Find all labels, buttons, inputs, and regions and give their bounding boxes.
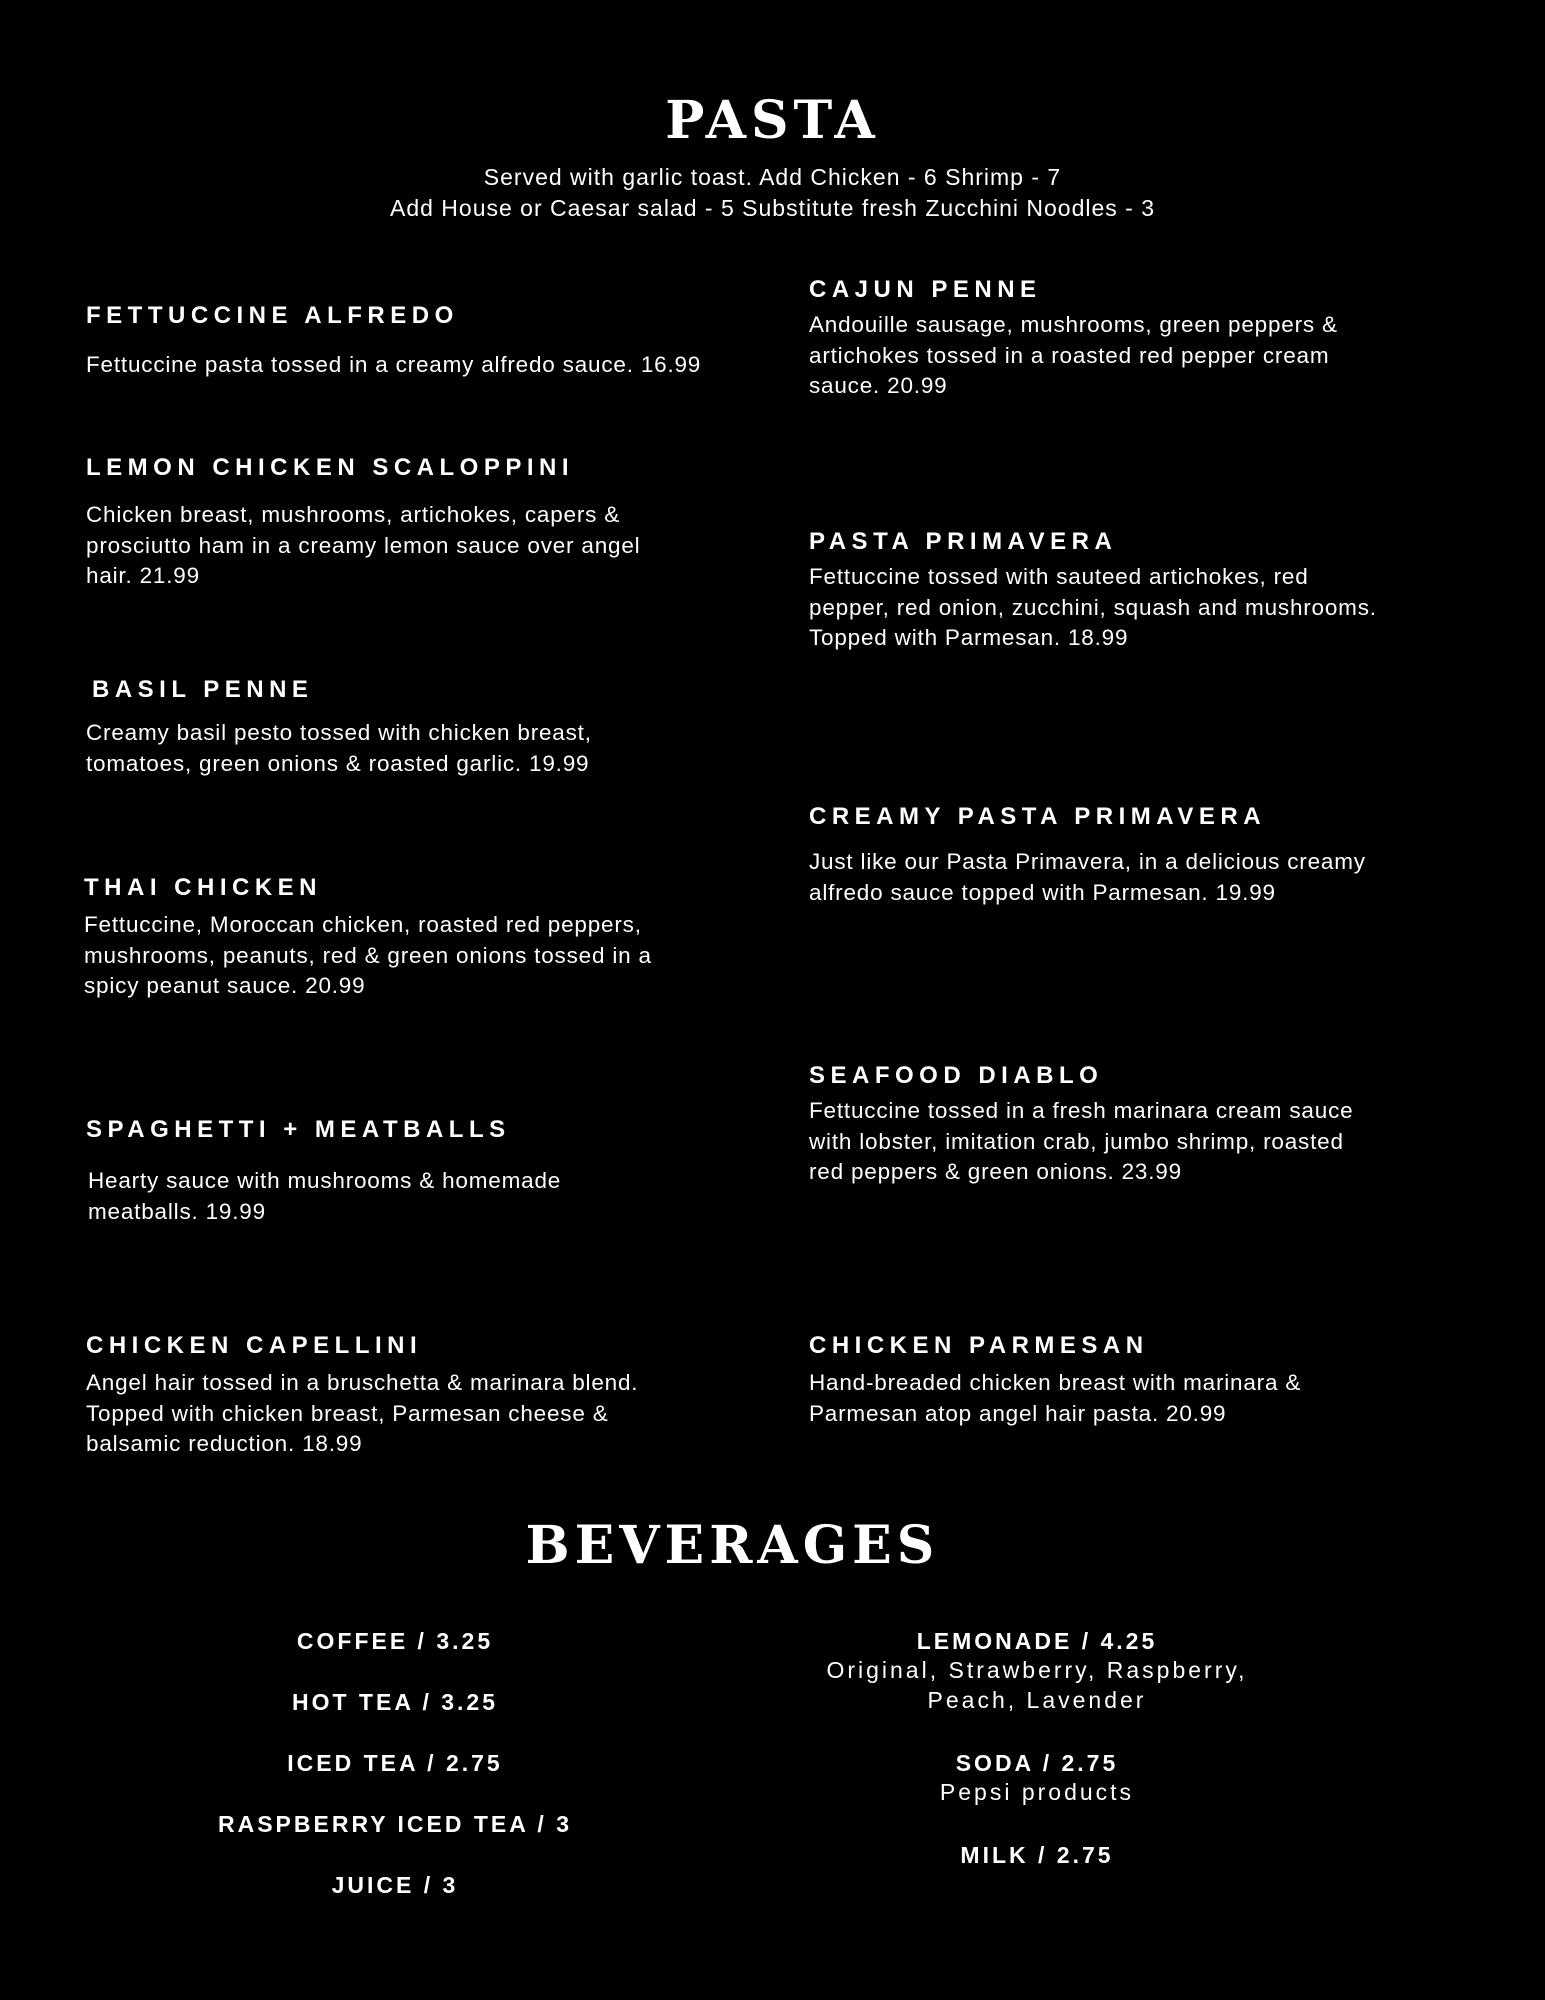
- beverage-raspberry-iced-tea: RASPBERRY ICED TEA / 3: [218, 1811, 572, 1837]
- item-name: CHICKEN PARMESAN: [809, 1332, 1149, 1359]
- item-desc-line: Creamy basil pesto tossed with chicken breast,: [86, 720, 592, 745]
- item-desc-line: Hearty sauce with mushrooms & homemade: [88, 1168, 562, 1193]
- item-desc-line: meatballs. 19.99: [88, 1198, 266, 1224]
- item-name: LEMON CHICKEN SCALOPPINI: [86, 454, 575, 481]
- beverage-lemonade-flavors-line-2: Peach, Lavender: [927, 1687, 1147, 1713]
- item-name: FETTUCCINE ALFREDO: [86, 302, 459, 329]
- item-name: THAI CHICKEN: [84, 874, 322, 901]
- item-desc-line: artichokes tossed in a roasted red pepper cream: [809, 342, 1330, 368]
- item-name: PASTA PRIMAVERA: [809, 528, 1118, 555]
- item-desc-line: pepper, red onion, zucchini, squash and mushrooms.: [809, 594, 1377, 620]
- item-desc-line: red peppers & green onions. 23.99: [809, 1159, 1182, 1184]
- item-name: BASIL PENNE: [92, 676, 314, 703]
- beverages-section-title: BEVERAGES: [525, 1515, 940, 1576]
- beverages-left-column: [45, 0, 745, 2000]
- pasta-subtitle-line-1: Served with garlic toast. Add Chicken - 6 Shrimp - 7: [483, 164, 1062, 190]
- item-desc-line: Fettuccine tossed with sauteed artichokes, red: [809, 564, 1309, 589]
- item-name: CAJUN PENNE: [809, 276, 1042, 303]
- beverage-milk: MILK / 2.75: [960, 1842, 1114, 1868]
- item-desc-line: Andouille sausage, mushrooms, green peppers &: [809, 312, 1338, 337]
- item-name: SPAGHETTI + MEATBALLS: [86, 1116, 511, 1143]
- item-name: CREAMY PASTA PRIMAVERA: [809, 803, 1267, 830]
- pasta-subtitle-line-2: Add House or Caesar salad - 5 Substitute fresh Zucchini Noodles - 3: [389, 195, 1156, 221]
- beverage-lemonade-flavors-line-1: Original, Strawberry, Raspberry,: [826, 1657, 1248, 1683]
- beverage-lemonade: LEMONADE / 4.25: [916, 1628, 1158, 1654]
- item-desc-line: alfredo sauce topped with Parmesan. 19.99: [809, 879, 1276, 905]
- item-desc-line: Fettuccine pasta tossed in a creamy alfredo sauce. 16.99: [86, 352, 702, 377]
- beverage-coffee: COFFEE / 3.25: [296, 1628, 494, 1654]
- item-desc-line: tomatoes, green onions & roasted garlic. 19.99: [86, 750, 590, 776]
- item-name: CHICKEN CAPELLINI: [86, 1332, 423, 1359]
- beverage-hot-tea: HOT TEA / 3.25: [291, 1689, 499, 1715]
- item-name: SEAFOOD DIABLO: [809, 1062, 1104, 1089]
- item-desc-line: Angel hair tossed in a bruschetta & marinara blend.: [86, 1370, 639, 1395]
- item-desc-line: sauce. 20.99: [809, 373, 948, 398]
- item-desc-line: with lobster, imitation crab, jumbo shrimp, roasted: [809, 1128, 1344, 1154]
- beverage-juice: JUICE / 3: [331, 1872, 459, 1898]
- item-desc-line: mushrooms, peanuts, red & green onions tossed in a: [84, 942, 652, 968]
- item-desc-line: Chicken breast, mushrooms, artichokes, capers &: [86, 502, 621, 527]
- pasta-section-title: PASTA: [665, 90, 880, 151]
- item-desc-line: prosciutto ham in a creamy lemon sauce over angel: [86, 532, 641, 558]
- item-desc-line: Fettuccine tossed in a fresh marinara cream sauce: [809, 1098, 1354, 1123]
- item-desc-line: Fettuccine, Moroccan chicken, roasted red peppers,: [84, 912, 642, 937]
- beverages-right-column: [687, 0, 1387, 2000]
- item-desc-line: Hand-breaded chicken breast with marinara &: [809, 1370, 1302, 1395]
- item-desc-line: balsamic reduction. 18.99: [86, 1431, 363, 1456]
- item-desc-line: Parmesan atop angel hair pasta. 20.99: [809, 1400, 1227, 1426]
- item-desc-line: spicy peanut sauce. 20.99: [84, 973, 366, 998]
- beverage-soda-desc: Pepsi products: [939, 1779, 1135, 1805]
- item-desc-line: Just like our Pasta Primavera, in a delicious creamy: [809, 849, 1366, 874]
- beverage-soda: SODA / 2.75: [955, 1750, 1119, 1776]
- item-desc-line: hair. 21.99: [86, 563, 200, 588]
- item-desc-line: Topped with chicken breast, Parmesan cheese &: [86, 1400, 609, 1426]
- item-desc-line: Topped with Parmesan. 18.99: [809, 625, 1129, 650]
- beverage-iced-tea: ICED TEA / 2.75: [287, 1750, 503, 1776]
